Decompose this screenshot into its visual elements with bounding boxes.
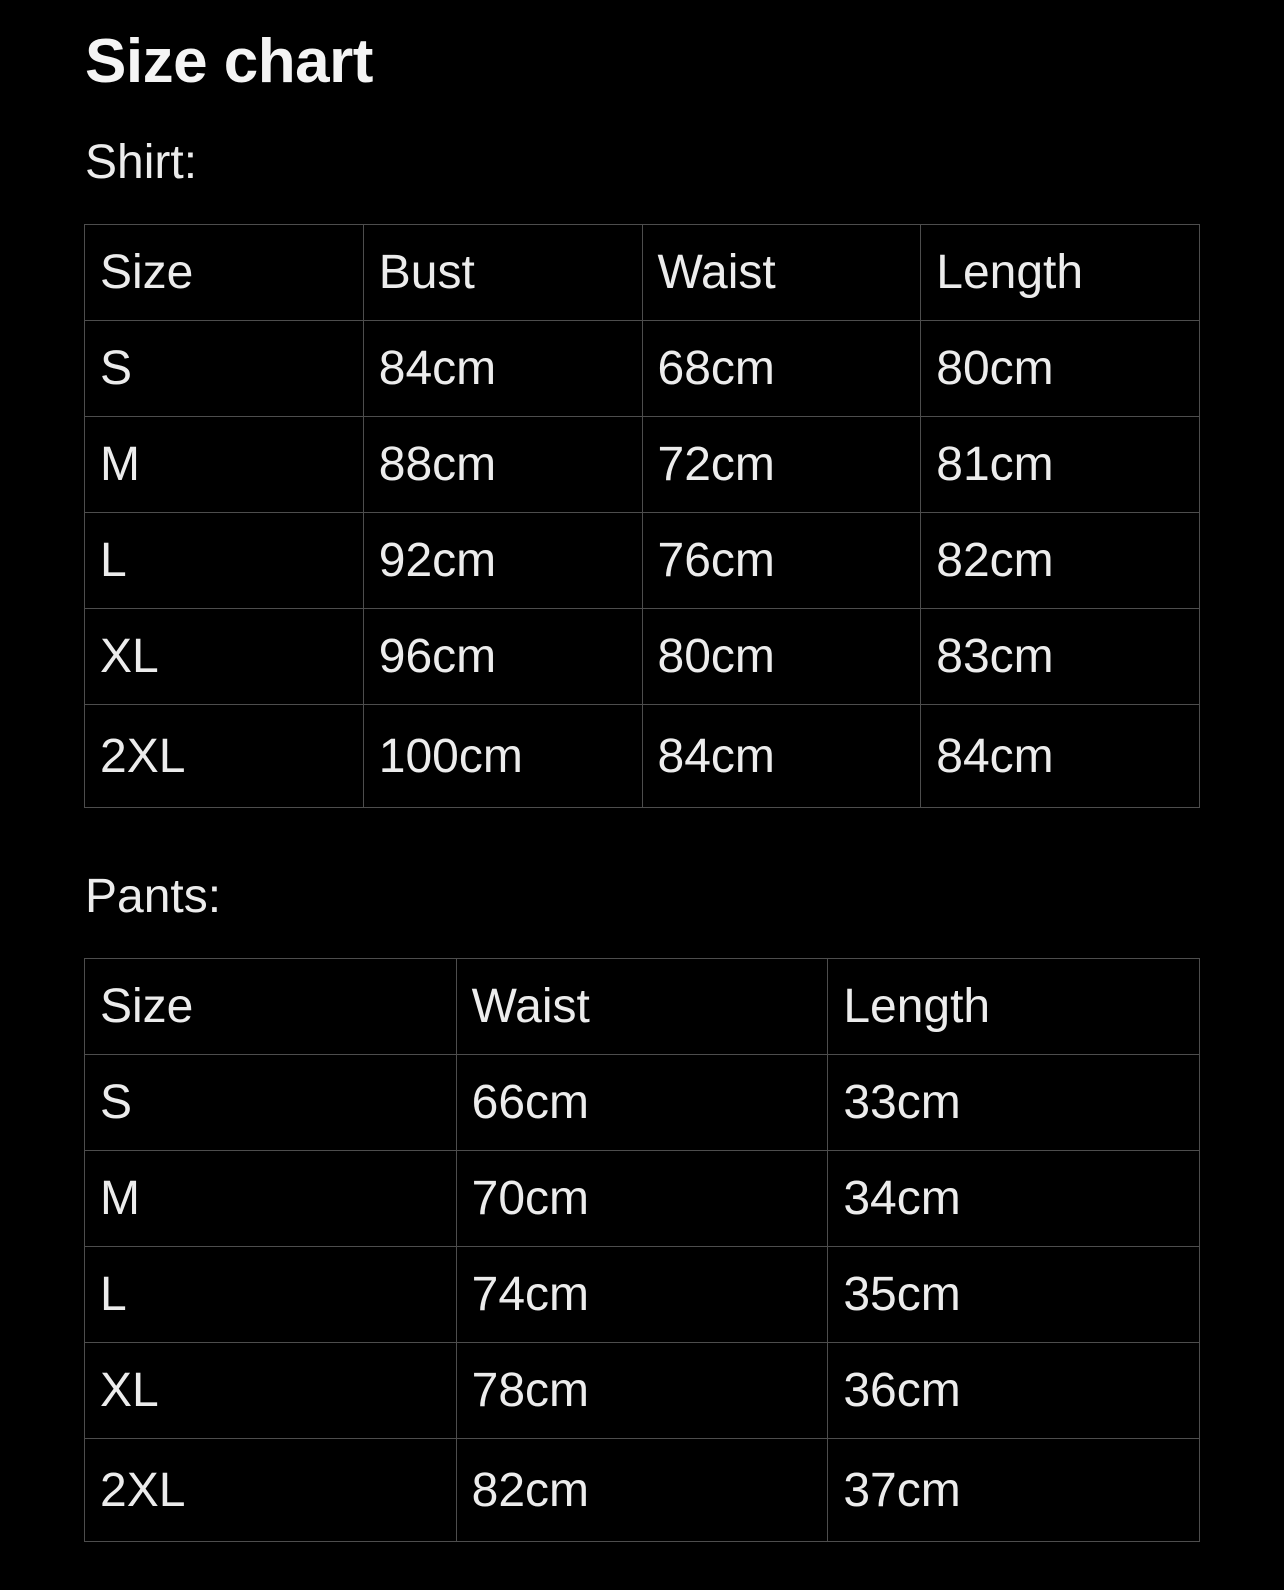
shirt-section-label: Shirt: xyxy=(85,136,198,189)
table-row xyxy=(85,1247,1200,1343)
table-cell: 80cm xyxy=(921,321,1200,417)
header-cell: Bust xyxy=(363,225,642,321)
page-title: Size chart xyxy=(85,27,373,96)
header-cell: Size xyxy=(85,225,364,321)
table-cell: 82cm xyxy=(921,513,1200,609)
table-header-row xyxy=(85,959,1200,1055)
table-cell: 96cm xyxy=(363,609,642,705)
table-cell: 35cm xyxy=(828,1247,1200,1343)
table-cell: M xyxy=(85,417,364,513)
table-row xyxy=(85,609,1200,705)
table-cell: 34cm xyxy=(828,1151,1200,1247)
table-cell: 88cm xyxy=(363,417,642,513)
table-cell: 92cm xyxy=(363,513,642,609)
table-header-row xyxy=(85,225,1200,321)
table-cell: S xyxy=(85,1055,457,1151)
header-cell: Waist xyxy=(456,959,828,1055)
header-cell: Length xyxy=(921,225,1200,321)
table-row xyxy=(85,417,1200,513)
table-row xyxy=(85,705,1200,808)
table-cell: 2XL xyxy=(85,1439,457,1542)
table-cell: 66cm xyxy=(456,1055,828,1151)
table-cell: 100cm xyxy=(363,705,642,808)
table-cell: M xyxy=(85,1151,457,1247)
table-cell: 72cm xyxy=(642,417,921,513)
table-cell: 2XL xyxy=(85,705,364,808)
table-row xyxy=(85,1343,1200,1439)
table-cell: XL xyxy=(85,1343,457,1439)
table-cell: L xyxy=(85,513,364,609)
table-row xyxy=(85,513,1200,609)
pants-size-table xyxy=(84,958,1200,1542)
table-row xyxy=(85,321,1200,417)
table-cell: 78cm xyxy=(456,1343,828,1439)
header-cell: Waist xyxy=(642,225,921,321)
table-row xyxy=(85,1439,1200,1542)
shirt-size-table xyxy=(84,224,1200,808)
table-cell: XL xyxy=(85,609,364,705)
table-cell: 36cm xyxy=(828,1343,1200,1439)
table-cell: 37cm xyxy=(828,1439,1200,1542)
table-cell: 84cm xyxy=(642,705,921,808)
table-cell: 82cm xyxy=(456,1439,828,1542)
table-cell: 84cm xyxy=(921,705,1200,808)
table-cell: S xyxy=(85,321,364,417)
table-cell: 70cm xyxy=(456,1151,828,1247)
table-cell: 33cm xyxy=(828,1055,1200,1151)
header-cell: Size xyxy=(85,959,457,1055)
table-cell: L xyxy=(85,1247,457,1343)
table-cell: 83cm xyxy=(921,609,1200,705)
table-cell: 81cm xyxy=(921,417,1200,513)
table-row xyxy=(85,1151,1200,1247)
pants-section-label: Pants: xyxy=(85,870,222,923)
table-cell: 76cm xyxy=(642,513,921,609)
table-row xyxy=(85,1055,1200,1151)
table-cell: 84cm xyxy=(363,321,642,417)
header-cell: Length xyxy=(828,959,1200,1055)
table-cell: 80cm xyxy=(642,609,921,705)
table-cell: 74cm xyxy=(456,1247,828,1343)
table-cell: 68cm xyxy=(642,321,921,417)
